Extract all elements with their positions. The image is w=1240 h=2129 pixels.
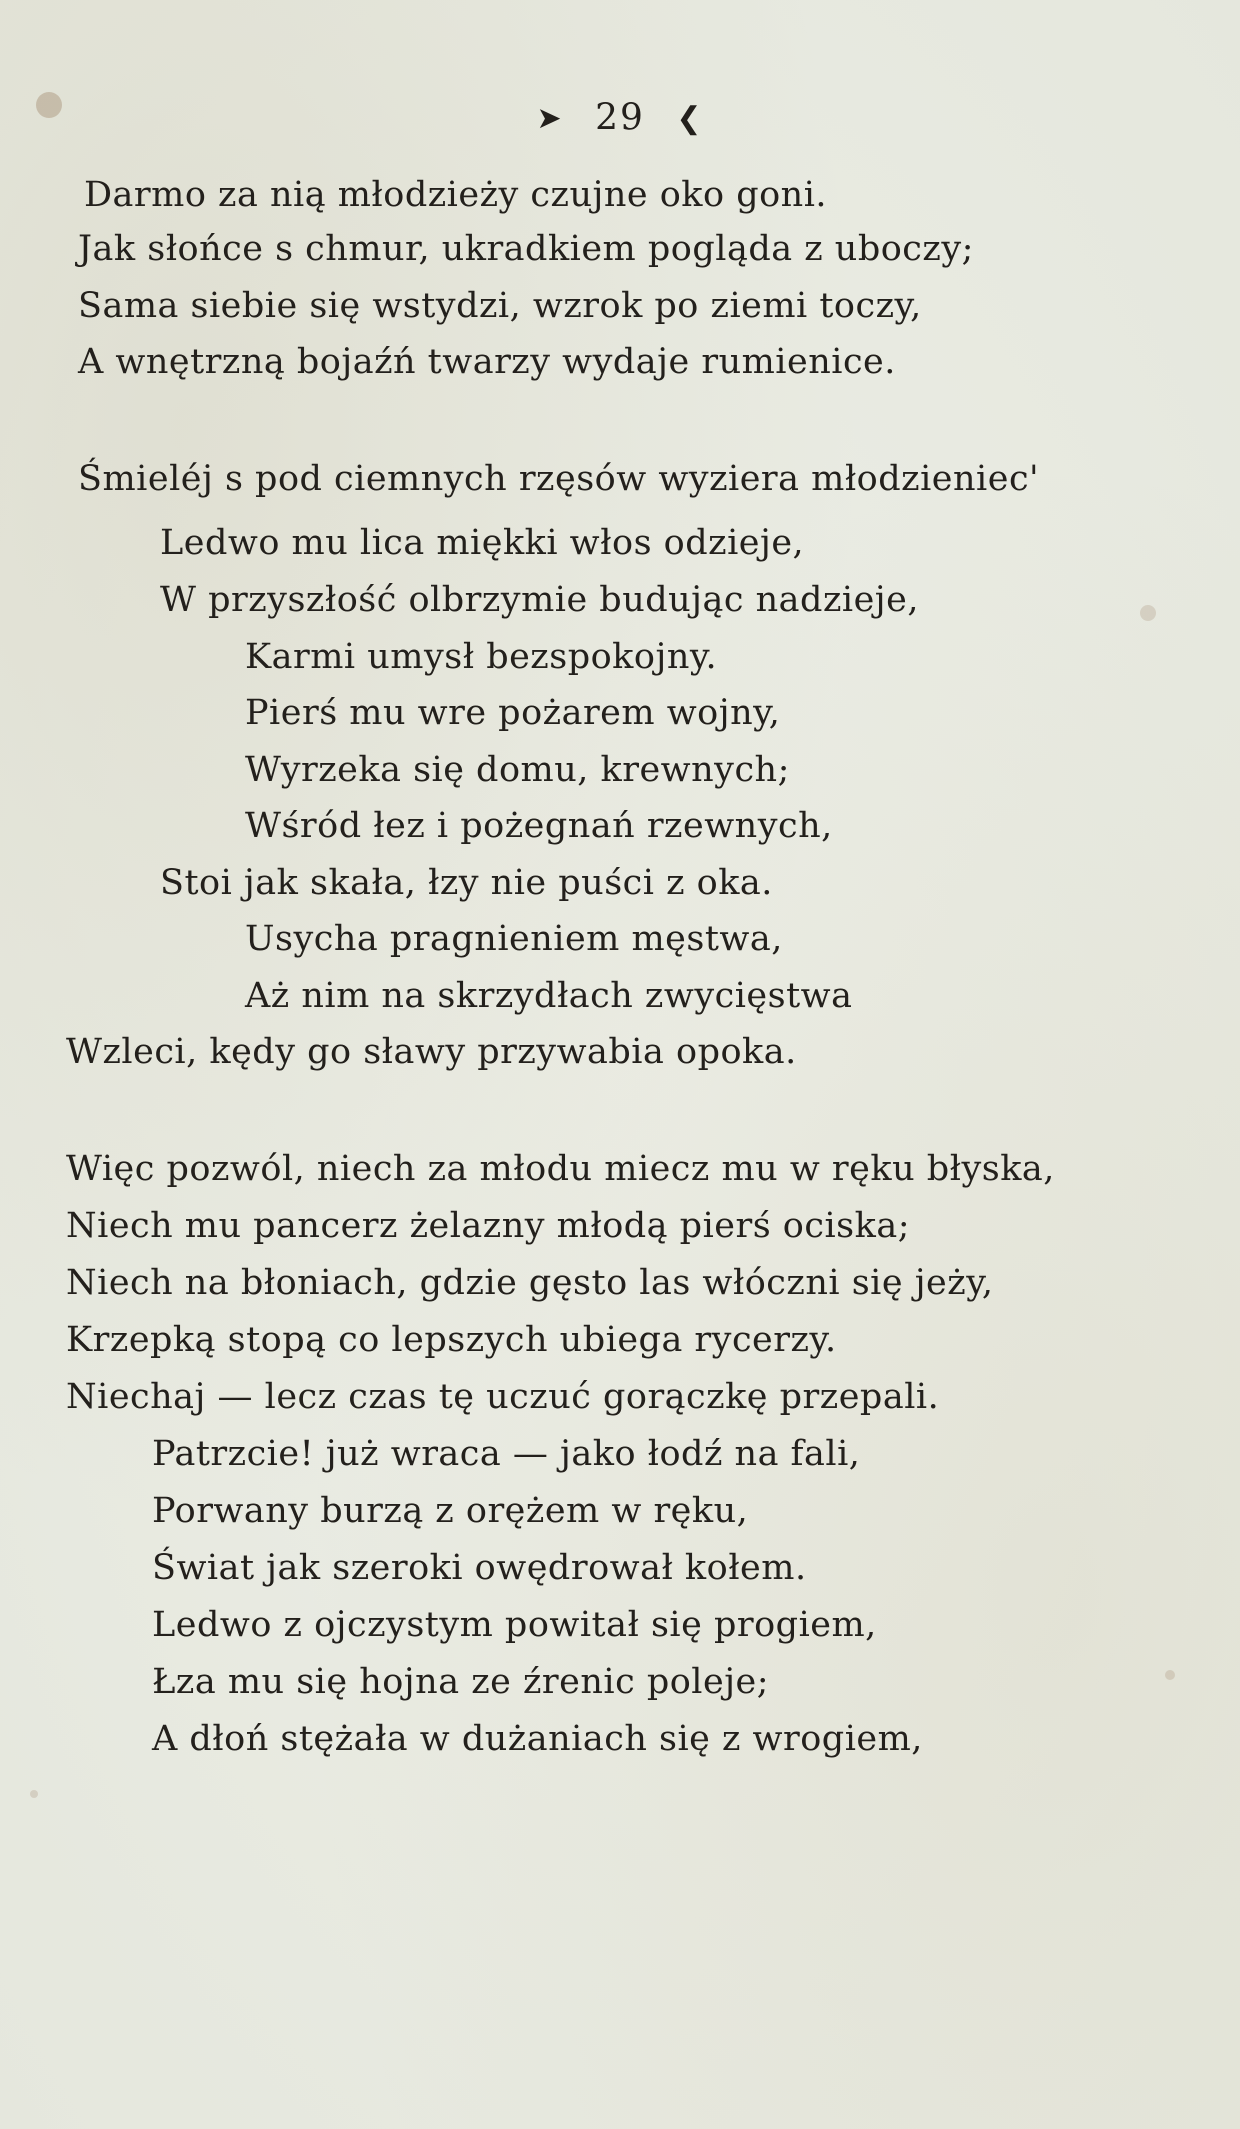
verse-line: Wzleci, kędy go sławy przywabia opoka. <box>66 1032 797 1072</box>
verse-line: Jak słońce s chmur, ukradkiem pogląda z uboczy; <box>78 229 974 269</box>
verse-line: Porwany burzą z orężem w ręku, <box>152 1491 749 1531</box>
verse-line: Ledwo mu lica miękki włos odzieje, <box>160 523 805 563</box>
verse-line: Patrzcie! już wraca — jako łodź na fali, <box>152 1434 861 1474</box>
verse-line: W przyszłość olbrzymie budując nadzieje, <box>160 580 919 620</box>
verse-line: Ledwo z ojczystym powitał się progiem, <box>152 1605 877 1645</box>
verse-line: A dłoń stężała w dużaniach się z wrogiem, <box>152 1719 923 1759</box>
verse-line: Darmo za nią młodzieży czujne oko goni. <box>84 175 828 215</box>
verse-line: Karmi umysł bezspokojny. <box>245 637 718 677</box>
verse-line: A wnętrzną bojaźń twarzy wydaje rumienice. <box>78 342 896 382</box>
verse-line: Śmieléj s pod ciemnych rzęsów wyziera młodzieniec' <box>78 459 1040 499</box>
verse-line: Łza mu się hojna ze źrenic poleje; <box>152 1662 770 1702</box>
verse-line: Wśród łez i pożegnań rzewnych, <box>245 806 833 846</box>
age-spot <box>30 1790 38 1798</box>
age-spot <box>1165 1670 1175 1680</box>
verse-line: Sama siebie się wstydzi, wzrok po ziemi toczy, <box>78 286 922 326</box>
left-ornament: ➤ <box>536 100 564 136</box>
verse-line: Niechaj — lecz czas tę uczuć gorączkę przepali. <box>66 1377 940 1417</box>
page-header <box>0 95 1240 139</box>
verse-line: Stoi jak skała, łzy nie puści z oka. <box>160 863 773 903</box>
verse-line: Niech mu pancerz żelazny młodą pierś ociska; <box>66 1206 911 1246</box>
right-ornament: ❮ <box>676 100 704 136</box>
page-number: 29 <box>595 97 645 139</box>
verse-line: Aż nim na skrzydłach zwycięstwa <box>245 976 853 1016</box>
verse-line: Krzepką stopą co lepszych ubiega rycerzy. <box>66 1320 837 1360</box>
verse-line: Pierś mu wre pożarem wojny, <box>245 693 781 733</box>
verse-line: Więc pozwól, niech za młodu miecz mu w ręku błyska, <box>66 1149 1055 1189</box>
verse-line: Niech na błoniach, gdzie gęsto las włóczni się jeży, <box>66 1263 994 1303</box>
verse-line: Usycha pragnieniem męstwa, <box>245 919 783 959</box>
verse-line: Świat jak szeroki owędrował kołem. <box>152 1548 807 1588</box>
verse-line: Wyrzeka się domu, krewnych; <box>245 750 790 790</box>
age-spot <box>1140 605 1156 621</box>
